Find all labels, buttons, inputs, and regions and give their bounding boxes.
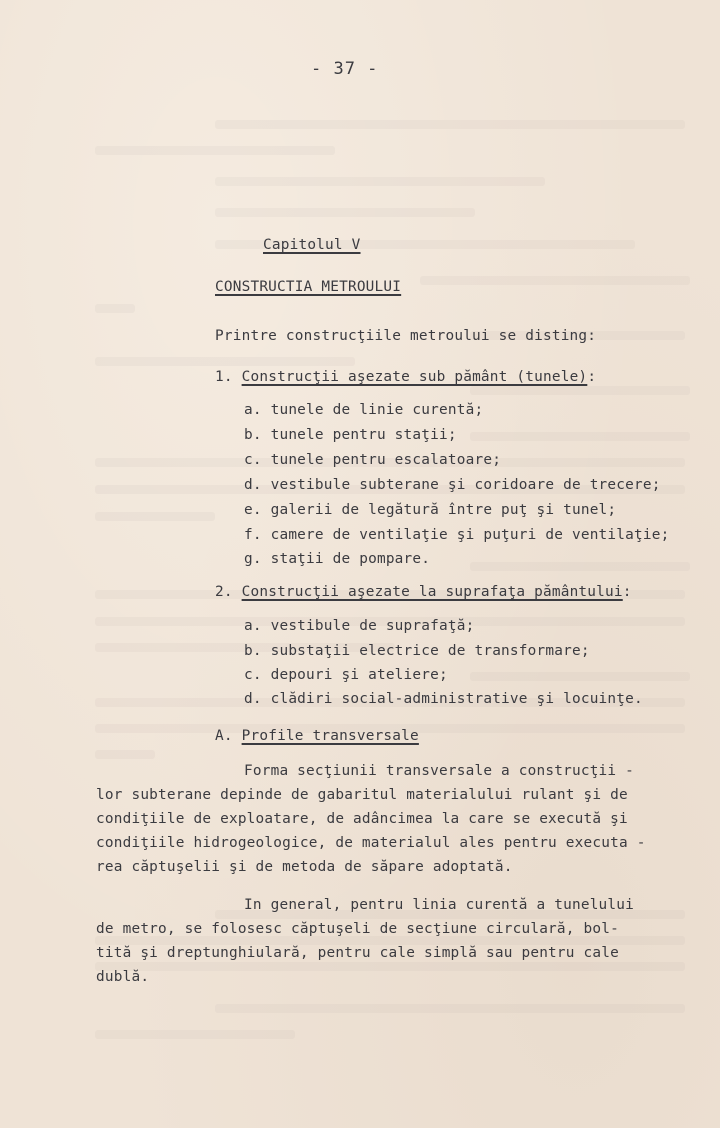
chapter-title: CONSTRUCTIA METROULUI [215, 279, 402, 295]
group1-heading-line [215, 368, 596, 386]
paragraph2-line: dublă. [96, 969, 150, 985]
group2-heading: Construcţii aşezate la suprafaţa pământului [241, 584, 623, 600]
intro-text: Printre construcţiile metroului se disting: [215, 328, 597, 344]
paragraph1-line: condiţiile hidrogeologice, de materialul ales pentru executa - [96, 835, 646, 851]
group1-item: f. camere de ventilaţie şi puţuri de ventilaţie; [244, 527, 670, 543]
group1-item: d. vestibule subterane şi coridoare de trecere; [244, 477, 661, 493]
group2-item: d. clădiri social-administrative şi locuinţe. [244, 691, 643, 707]
group1-item: e. galerii de legătură între puţ şi tunel; [244, 502, 617, 518]
group1-heading: Construcţii aşezate sub pământ (tunele) [241, 369, 588, 385]
section-a-heading-line [215, 727, 419, 745]
group1-item: b. tunele pentru staţii; [244, 427, 457, 443]
paragraph1-line: Forma secţiunii transversale a construcţii - [244, 763, 635, 779]
group2-number: 2. [215, 584, 233, 600]
chapter-label: Capitolul V [263, 237, 361, 253]
group2-heading-line [215, 583, 632, 601]
paragraph1-line: rea căptuşelii şi de metoda de săpare adoptată. [96, 859, 513, 875]
section-a-letter: A. [215, 728, 233, 744]
group1-item: g. staţii de pompare. [244, 551, 431, 567]
group1-item: c. tunele pentru escalatoare; [244, 452, 502, 468]
group1-item: a. tunele de linie curentă; [244, 402, 484, 418]
page-number: - 37 - [311, 59, 379, 79]
group2-colon: : [622, 584, 632, 600]
paragraph2-line: tită şi dreptunghiulară, pentru cale simplă sau pentru cale [96, 945, 619, 961]
section-a-heading: Profile transversale [241, 728, 419, 744]
group1-colon: : [587, 369, 597, 385]
paragraph1-line: condiţiile de exploatare, de adâncimea la care se execută şi [96, 811, 628, 827]
group2-item: b. substaţii electrice de transformare; [244, 643, 590, 659]
paragraph2-line: In general, pentru linia curentă a tunelului [244, 897, 635, 913]
paragraph1-line: lor subterane depinde de gabaritul materialului rulant şi de [96, 787, 628, 803]
group1-number: 1. [215, 369, 233, 385]
group2-item: a. vestibule de suprafaţă; [244, 618, 475, 634]
group2-item: c. depouri şi ateliere; [244, 667, 448, 683]
paragraph2-line: de metro, se folosesc căptuşeli de secţiune circulară, bol- [96, 921, 619, 937]
